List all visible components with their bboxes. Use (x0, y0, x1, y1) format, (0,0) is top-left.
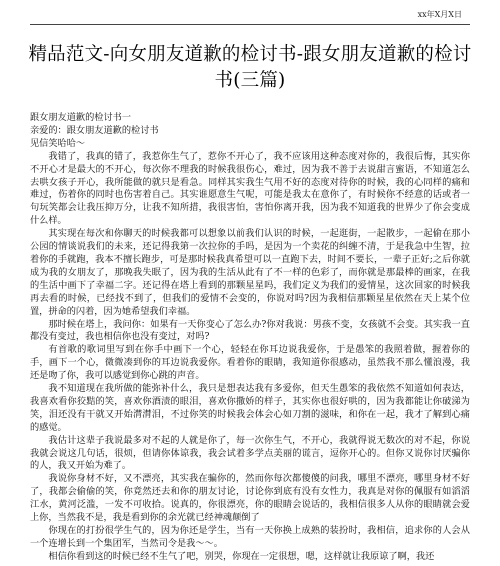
body-paragraph: 你现在的打扮很学生气的，因为你还是学生，当有一天你换上成熟的装扮时，我相信，追求你的人会从一个连增长到一个集团军，当然司令是我～～。 (30, 525, 470, 549)
intro-line: 见信笑哈哈～ (30, 137, 86, 149)
page-title: 精品范文-向女朋友道歉的检讨书-跟女朋友道歉的检讨书(三篇) (28, 44, 472, 91)
body-paragraph: 我不知道现在我所做的能弥补什么，我只是想表达我有多爱你，但天生愚笨的我依然不知道如何表达，我喜欢看你狡黠的笑，喜欢你酒渍的眼泪，喜欢你撒娇的样子，其实你也很好哄的，因为我都能让你破涕为笑，泪还没有干就又开始潸潸泪，不过你笑的时候我会体会心如刀割的滋味，和你在一起，我才了解到心痛的感觉。 (30, 383, 470, 433)
intro-line: 亲爱的：跟女朋友道歉的检讨书 (30, 124, 159, 136)
header-date: xx年X月X日 (417, 10, 462, 19)
body-paragraph: 其实现在每次和你聊天的时候我都可以想象以前我们认识的时候，一起逛街，一起散步，一起偷在那小公园的情谈说我们的未来，还记得我第一次拉你的手吗，是因为一个卖花的纠缠不清，于是我急中生智，拉着你的手就跑，我本不擅长跑步，可是那时候我真希望可以一直跑下去，时间不要长，一辈子正好;之后你就成为我的女朋友了，那晚我失眠了，因为我的生活从此有了不一样的色彩了，而你就是那最棒的画家，在我的生活中画下了幸福二字。还记得在塔上看到的那颗星星吗，我们定义为我们的爱情星，这次回家的时候我再去看的时候，已经找不到了，但我们的爱情不会变的，你说对吗?因为我相信那颗星星依然在天上某个位置，拼命的闪着，因为她希望我们幸福。 (30, 228, 470, 317)
body-paragraph: 我错了，我真的错了，我惹你生气了，惹你不开心了，我不应该用这种态度对你的，我很后悔，其实你不开心才是最大的不开心，每次你不理我的时候我很伤心，难过，因为我不善于去说甜言蜜语，不知道怎么去哄女孩子开心，我所能做的就只是看急。同样其实我生气用不好的态度对待你的时候，我的心同样的痛和难过，伤着你的同时也伤害着自己。其实谁愿意生气呢，可能是我太在意你了，有时候你不经意的话或者一句玩笑都会让我压抑万分，让我不知所措，我很害怕，害怕你离开我，因为我不知道我的世界少了你会变成什么样。 (30, 150, 470, 227)
header-rule (30, 24, 470, 25)
document-body (30, 112, 470, 564)
body-paragraph: 有首歌的歌词里写到在你手中画下一个心，轻轻在你耳边说我爱你，于是愚笨的我照着做，握着你的手，画下一个心，微微凑到你的耳边说我爱你。看着你的眼睛，我知道你很感动，虽然我不那么懂浪漫，我还是吻了你，我可以感觉到你心跳的声音。 (30, 344, 470, 382)
body-paragraph: 相信你看到这的时候已经不生气了吧，别哭，你现在一定很想，嗯，这样就让我原谅了啊，我还 (48, 550, 435, 562)
body-paragraph: 那时候在塔上，我问你：如果有一天你变心了怎么办?你对我说：男孩不变，女孩就不会变。其实我一直都没有变过，我也相信你也没有变过，对吗? (30, 318, 470, 343)
intro-line: 跟女朋友道歉的检讨书一 (30, 112, 132, 123)
body-paragraph: 我估计这辈子我说最多对不起的人就是你了，每一次你生气，不开心，我就得说无数次的对不起，你说我就会说这几句话，很烦，但请你体谅我，我会试着多学点美丽的谎言，逗你开心的。但你又说你讨厌骗你的人，我又开始为难了。 (30, 434, 470, 472)
body-paragraph: 我说你身材不好，又不漂亮，其实我在骗你的，然而你每次都傻傻的问我，哪里不漂亮，哪里身材不好了，我都会偷偷的笑，你竟然还去和你的朋友讨论，讨论你到底有没有女性力，我真是对你的佩服有如滔滔江水，黄河泛滥，一发不可收拾。说真的，你很漂亮，你的眼睛会说话的，我相信很多人从你的眼睛就会爱上你，当然我不是，我是看到你的余光就已经神魂颠倒了 (30, 473, 470, 524)
